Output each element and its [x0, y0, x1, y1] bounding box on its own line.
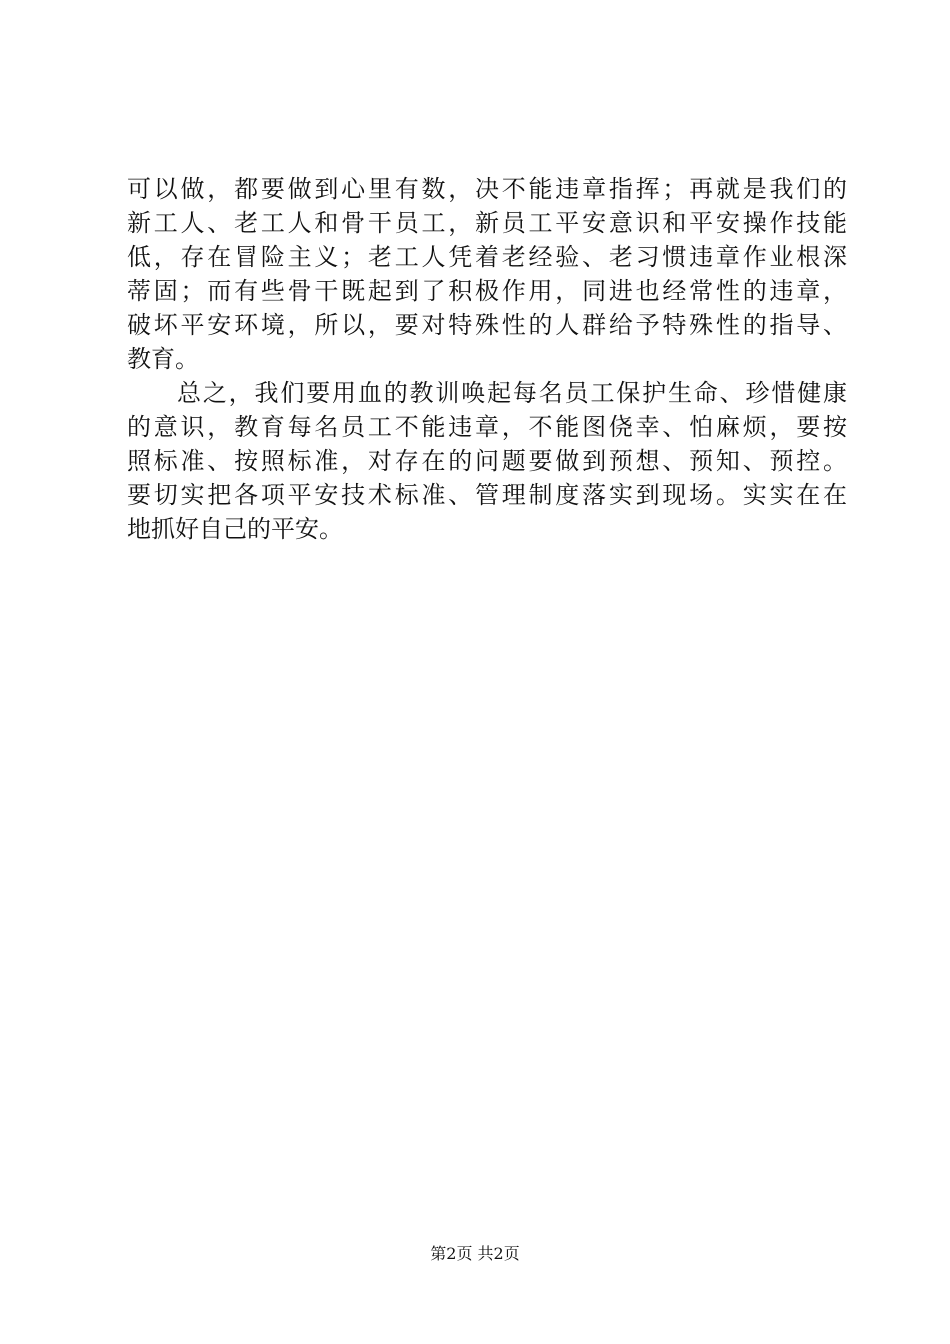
document-body: [127, 172, 847, 546]
text-line: 蒂固；而有些骨干既起到了积极作用，同进也经常性的违章，: [127, 277, 847, 305]
text-line: 地抓好自己的平安。: [127, 515, 343, 543]
text-line: 教育。: [127, 345, 199, 373]
text-line: 破坏平安环境，所以，要对特殊性的人群给予特殊性的指导、: [127, 311, 847, 339]
text-line: 低，存在冒险主义；老工人凭着老经验、老习惯违章作业根深: [127, 243, 847, 271]
text-line: 要切实把各项平安技术标准、管理制度落实到现场。实实在在: [127, 481, 847, 509]
text-line: 总之，我们要用血的教训唤起每名员工保护生命、珍惜健康: [177, 379, 847, 407]
text-line: 可以做，都要做到心里有数，决不能违章指挥；再就是我们的: [127, 175, 847, 203]
text-line: 的意识，教育每名员工不能违章，不能图侥幸、怕麻烦，要按: [127, 413, 847, 441]
page-number-footer: 第2页 共2页: [430, 1244, 520, 1263]
text-line: 新工人、老工人和骨干员工，新员工平安意识和平安操作技能: [127, 209, 847, 237]
text-line: 照标准、按照标准，对存在的问题要做到预想、预知、预控。: [127, 447, 847, 475]
